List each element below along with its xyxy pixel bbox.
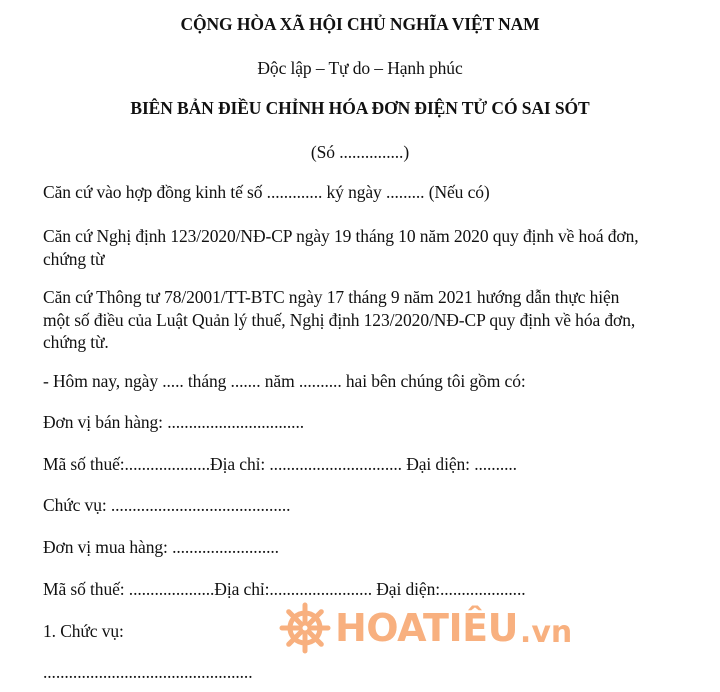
national-title: CỘNG HÒA XÃ HỘI CHỦ NGHĨA VIỆT NAM: [180, 14, 540, 34]
watermark-logo: [279, 598, 572, 658]
seller-unit: Đơn vị bán hàng: ................................: [43, 412, 305, 432]
seller-tax-line: Mã số thuế:....................Địa chỉ: ............................... Đại diện: ..........: [43, 454, 517, 474]
watermark-tld: .vn: [519, 615, 573, 650]
basis-decree: [43, 225, 683, 270]
basis-circular-line-2: một số điều của Luật Quản lý thuế, Nghị định 123/2020/NĐ-CP quy định về hóa đơn,: [43, 309, 636, 330]
watermark-brand: HOATIÊU: [335, 606, 518, 650]
basis-decree-line-1: Căn cứ Nghị định 123/2020/NĐ-CP ngày 19 tháng 10 năm 2020 quy định về hoá đơn,: [43, 226, 639, 246]
document-number: (Só ...............): [310, 142, 410, 162]
buyer-unit: Đơn vị mua hàng: .........................: [43, 537, 279, 557]
buyer-position: 1. Chức vụ:: [43, 621, 124, 641]
buyer-blank-line: .................................................: [43, 662, 253, 682]
basis-contract: [43, 181, 683, 204]
basis-circular-line-1: Căn cứ Thông tư 78/2001/TT-BTC ngày 17 tháng 9 năm 2021 hướng dẫn thực hiện: [43, 287, 620, 307]
today-line: - Hôm nay, ngày ..... tháng ....... năm .......... hai bên chúng tôi gồm có:: [43, 371, 526, 391]
seller-position: Chức vụ: ..........................................: [43, 495, 291, 515]
basis-contract-line: Căn cứ vào hợp đồng kinh tế số ............. ký ngày ......... (Nếu có): [43, 182, 490, 202]
basis-circular-line-3: chứng từ.: [43, 332, 109, 352]
document-title: BIÊN BẢN ĐIỀU CHỈNH HÓA ĐƠN ĐIỆN TỬ CÓ SAI SÓT: [130, 98, 590, 118]
basis-circular: [43, 286, 683, 354]
buyer-tax-line: Mã số thuế: ....................Địa chỉ:........................ Đại diện:....................: [43, 579, 526, 599]
basis-decree-line-2: chứng từ: [43, 248, 105, 269]
ship-wheel-icon: [279, 602, 331, 654]
motto: Độc lập – Tự do – Hạnh phúc: [257, 58, 463, 78]
